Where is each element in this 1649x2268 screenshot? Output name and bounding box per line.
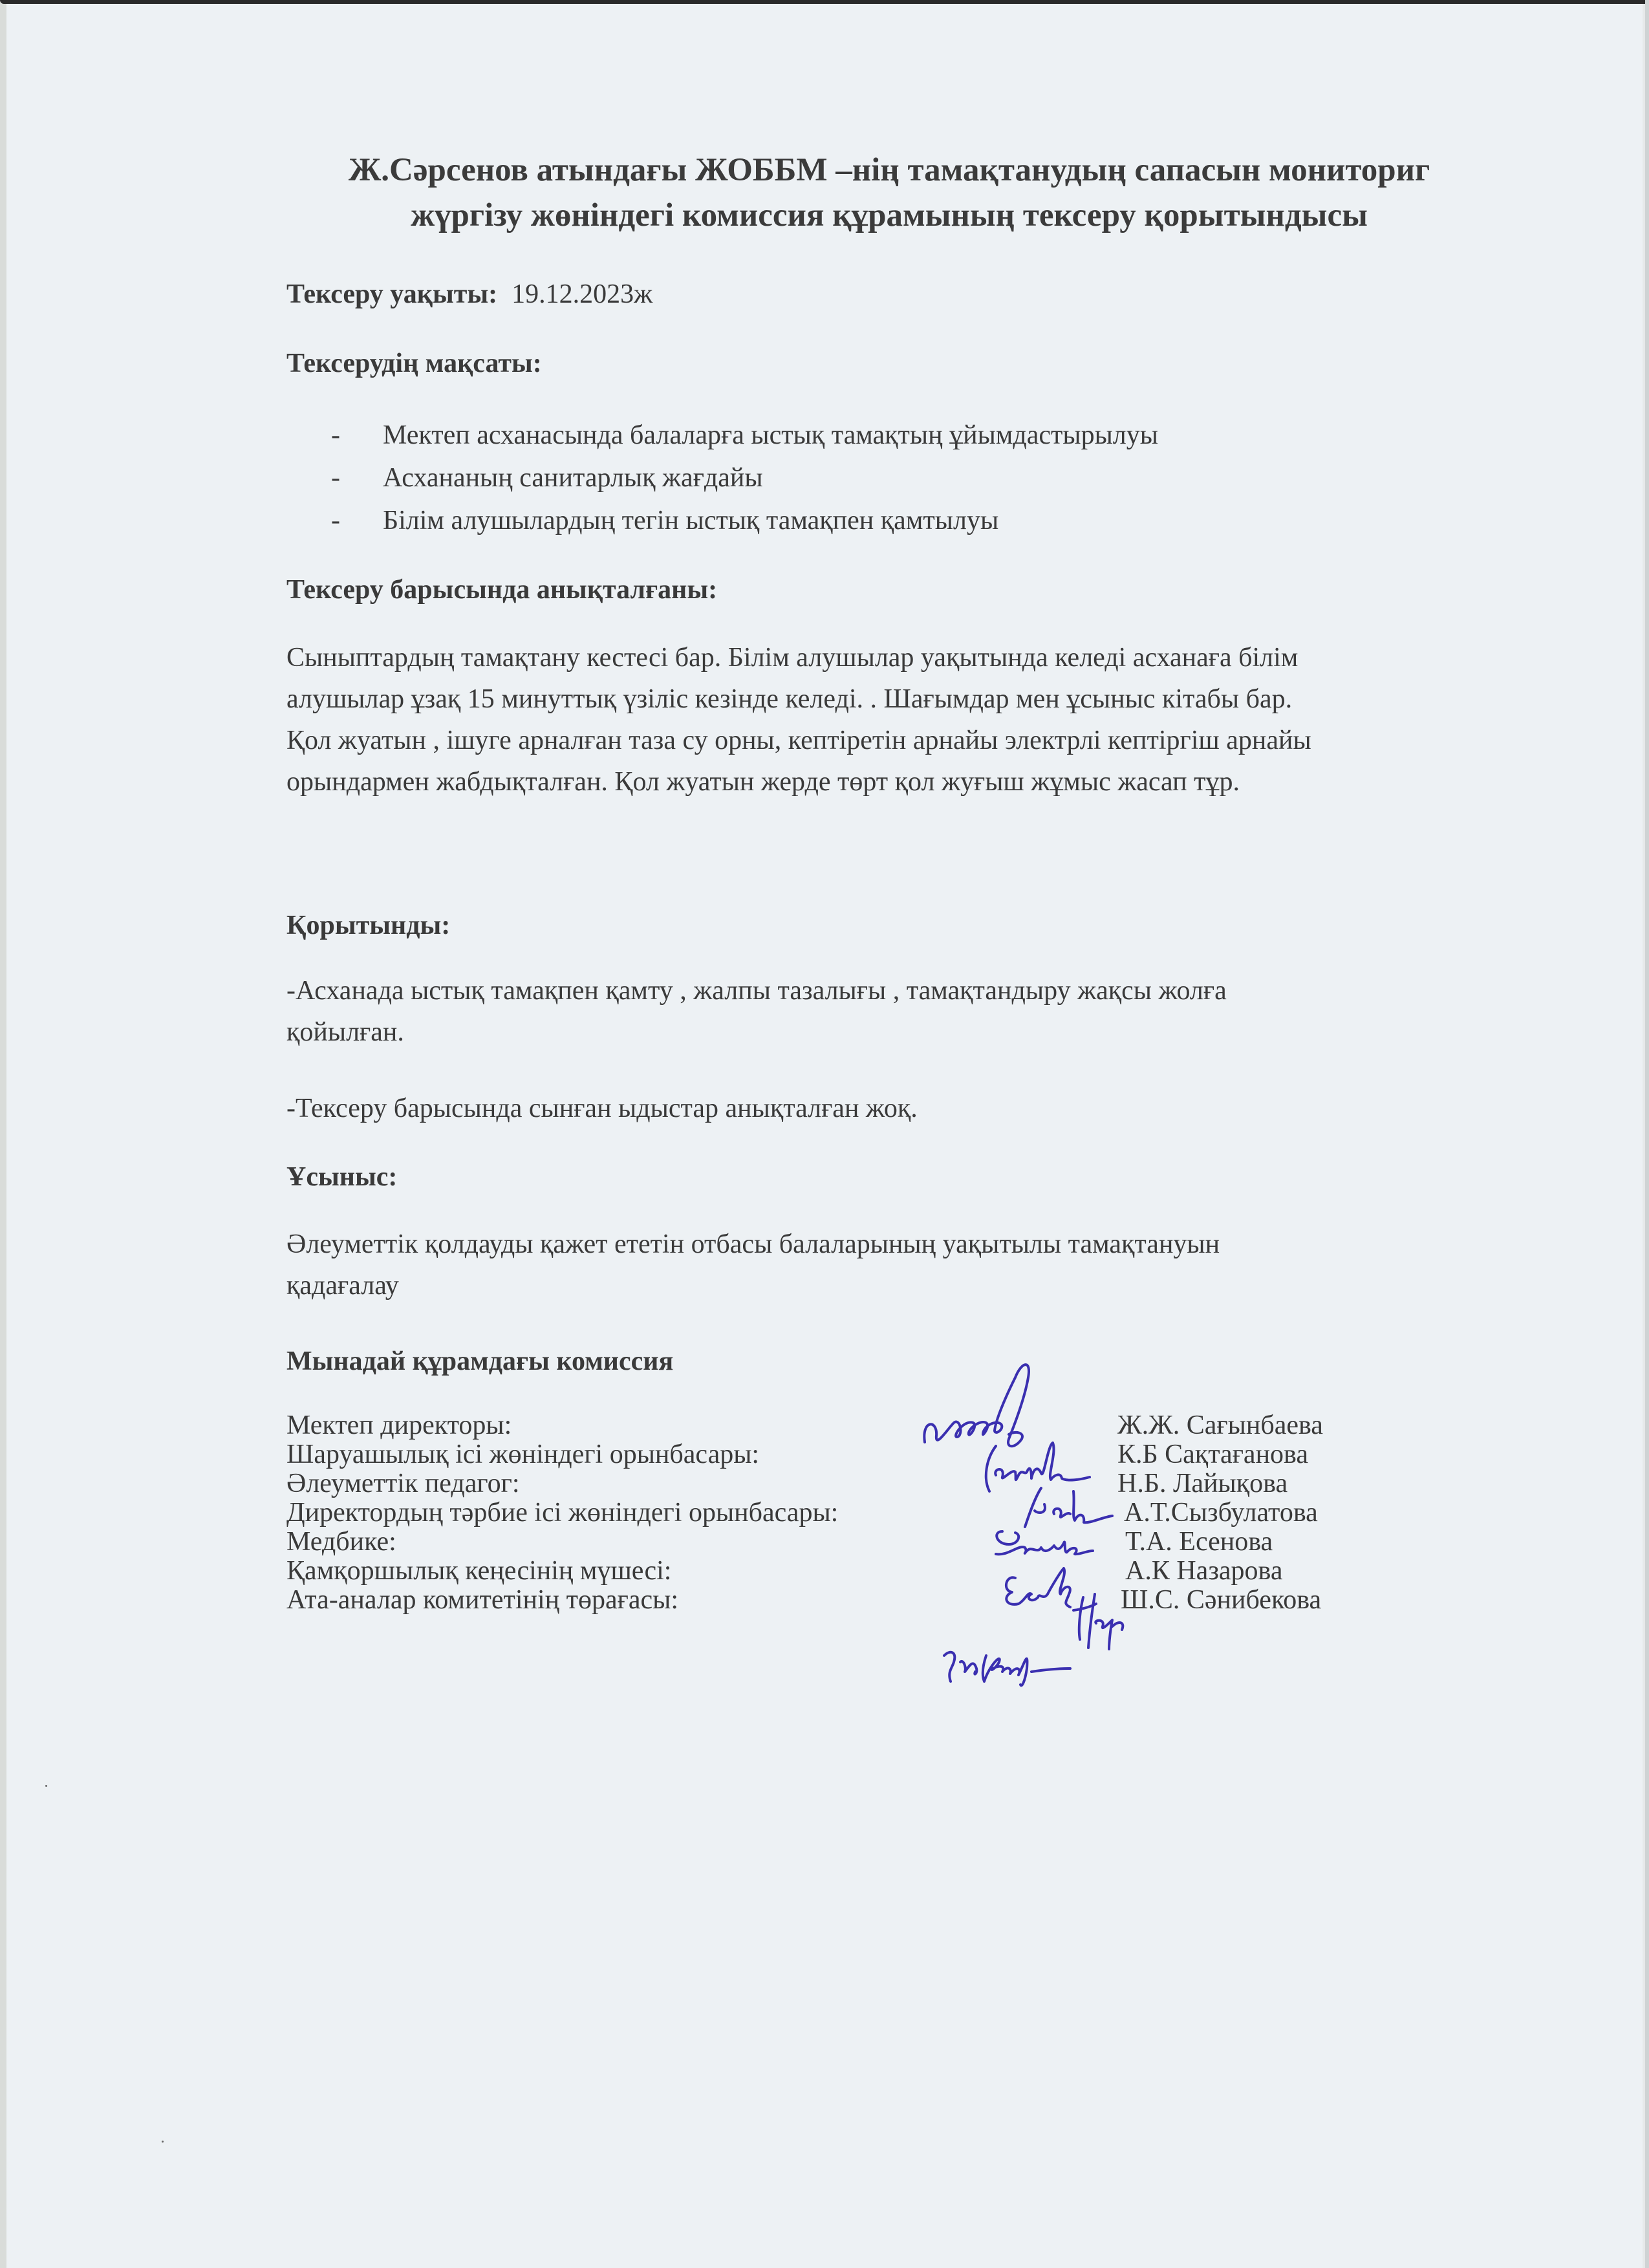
recommendation-line: Әлеуметтік қолдауды қажет ететін отбасы балаларының уақытылы тамақтануын — [286, 1229, 1220, 1259]
findings-line: Қол жуатын , ішуге арналған таза су орны, кептіретін арнайы электрлі кептіргіш арнайы — [286, 726, 1311, 755]
scan-edge-top — [0, 0, 1649, 4]
findings-paragraph — [286, 637, 1547, 803]
bullet-marker: - — [331, 463, 340, 493]
purpose-item — [331, 414, 1158, 457]
commission-member — [286, 1586, 1386, 1615]
signature-ink — [989, 1525, 1106, 1561]
commission-member — [286, 1528, 1386, 1557]
member-role: Қамқоршылық кеңесінің мүшесі: — [286, 1556, 672, 1586]
conclusion-item-2: -Тексеру барысында сынған ыдыстар анықталған жоқ. — [286, 1094, 918, 1123]
scan-speck — [162, 2141, 164, 2143]
conclusion-line: -Асханада ыстық тамақпен қамту , жалпы тазалығы , тамақтандыру жақсы жолға — [286, 976, 1227, 1006]
signature-parent-committee — [938, 1636, 1093, 1694]
commission-member — [286, 1411, 1386, 1440]
title-line-2: жүргізу жөніндегі комиссия құрамының тексеру қорытындысы — [411, 197, 1368, 233]
member-role: Шаруашылық ісі жөніндегі орынбасары: — [286, 1440, 760, 1469]
member-name: Ж.Ж. Сағынбаева — [1117, 1410, 1323, 1440]
member-name: Т.А. Есенова — [1125, 1527, 1273, 1557]
findings-line: алушылар ұзақ 15 минуттық үзіліс кезінде келеді. . Шағымдар мен ұсыныс кітабы бар. — [286, 684, 1293, 714]
signature-ink — [938, 1636, 1093, 1691]
findings-line: Сыныптардың тамақтану кестесі бар. Білім алушылар уақытында келеді асханаға білім — [286, 643, 1299, 673]
member-role: Медбике: — [286, 1527, 396, 1557]
purpose-item-text: Асхананың санитарлық жағдайы — [383, 463, 763, 493]
signature-ink — [1022, 1485, 1119, 1530]
document-title — [259, 147, 1520, 238]
member-name: А.К Назарова — [1125, 1556, 1283, 1586]
recommendation-line: қадағалау — [286, 1271, 399, 1301]
member-role: Ата-аналар комитетінің төрағасы: — [286, 1585, 679, 1615]
inspection-date-value: 19.12.2023ж — [512, 279, 653, 309]
purpose-list — [331, 414, 1158, 542]
recommendation-paragraph — [286, 1224, 1547, 1306]
findings-line: орындармен жабдықталған. Қол жуатын жерде төрт қол жуғыш жұмыс жасап тұр. — [286, 767, 1240, 797]
commission-list — [286, 1411, 1386, 1615]
title-line-1: Ж.Сәрсенов атындағы ЖОББМ –нің тамақтанудың сапасын мониториг — [348, 152, 1430, 188]
signature-deputy-upbringing — [989, 1525, 1106, 1564]
purpose-item-text: Мектеп асханасында балаларға ыстық тамақтың ұйымдастырылуы — [383, 420, 1158, 450]
inspection-date-label: Тексеру уақыты: — [286, 279, 498, 309]
member-name: Н.Б. Лайықова — [1117, 1469, 1288, 1498]
recommendation-heading: Ұсыныс: — [286, 1162, 398, 1192]
commission-member — [286, 1469, 1386, 1498]
member-role: Мектеп директоры: — [286, 1410, 512, 1440]
purpose-item — [331, 457, 1158, 499]
conclusion-line: қойылған. — [286, 1017, 404, 1047]
bullet-marker: - — [331, 420, 340, 450]
scan-edge-right — [1645, 0, 1649, 2268]
scan-speck — [45, 1785, 47, 1787]
purpose-item — [331, 499, 1158, 542]
findings-heading: Тексеру барысында анықталғаны: — [286, 575, 718, 605]
commission-member — [286, 1557, 1386, 1586]
member-name: Ш.С. Сәнибекова — [1121, 1585, 1322, 1615]
member-name: А.Т.Сызбулатова — [1124, 1498, 1318, 1528]
bullet-marker: - — [331, 506, 340, 535]
member-role: Директордың тәрбие ісі жөніндегі орынбасары: — [286, 1498, 839, 1528]
commission-member — [286, 1440, 1386, 1469]
purpose-heading: Тексерудің мақсаты: — [286, 349, 542, 378]
commission-member — [286, 1498, 1386, 1528]
member-role: Әлеуметтік педагог: — [286, 1469, 520, 1498]
purpose-item-text: Білім алушылардың тегін ыстық тамақпен қамтылуы — [383, 506, 999, 535]
commission-heading: Мынадай құрамдағы комиссия — [286, 1346, 674, 1376]
document-page — [6, 0, 1643, 2268]
member-name: К.Б Сақтағанова — [1117, 1440, 1308, 1469]
conclusion-item-1 — [286, 970, 1547, 1053]
inspection-date — [286, 277, 652, 312]
conclusion-heading: Қорытынды: — [286, 911, 451, 940]
